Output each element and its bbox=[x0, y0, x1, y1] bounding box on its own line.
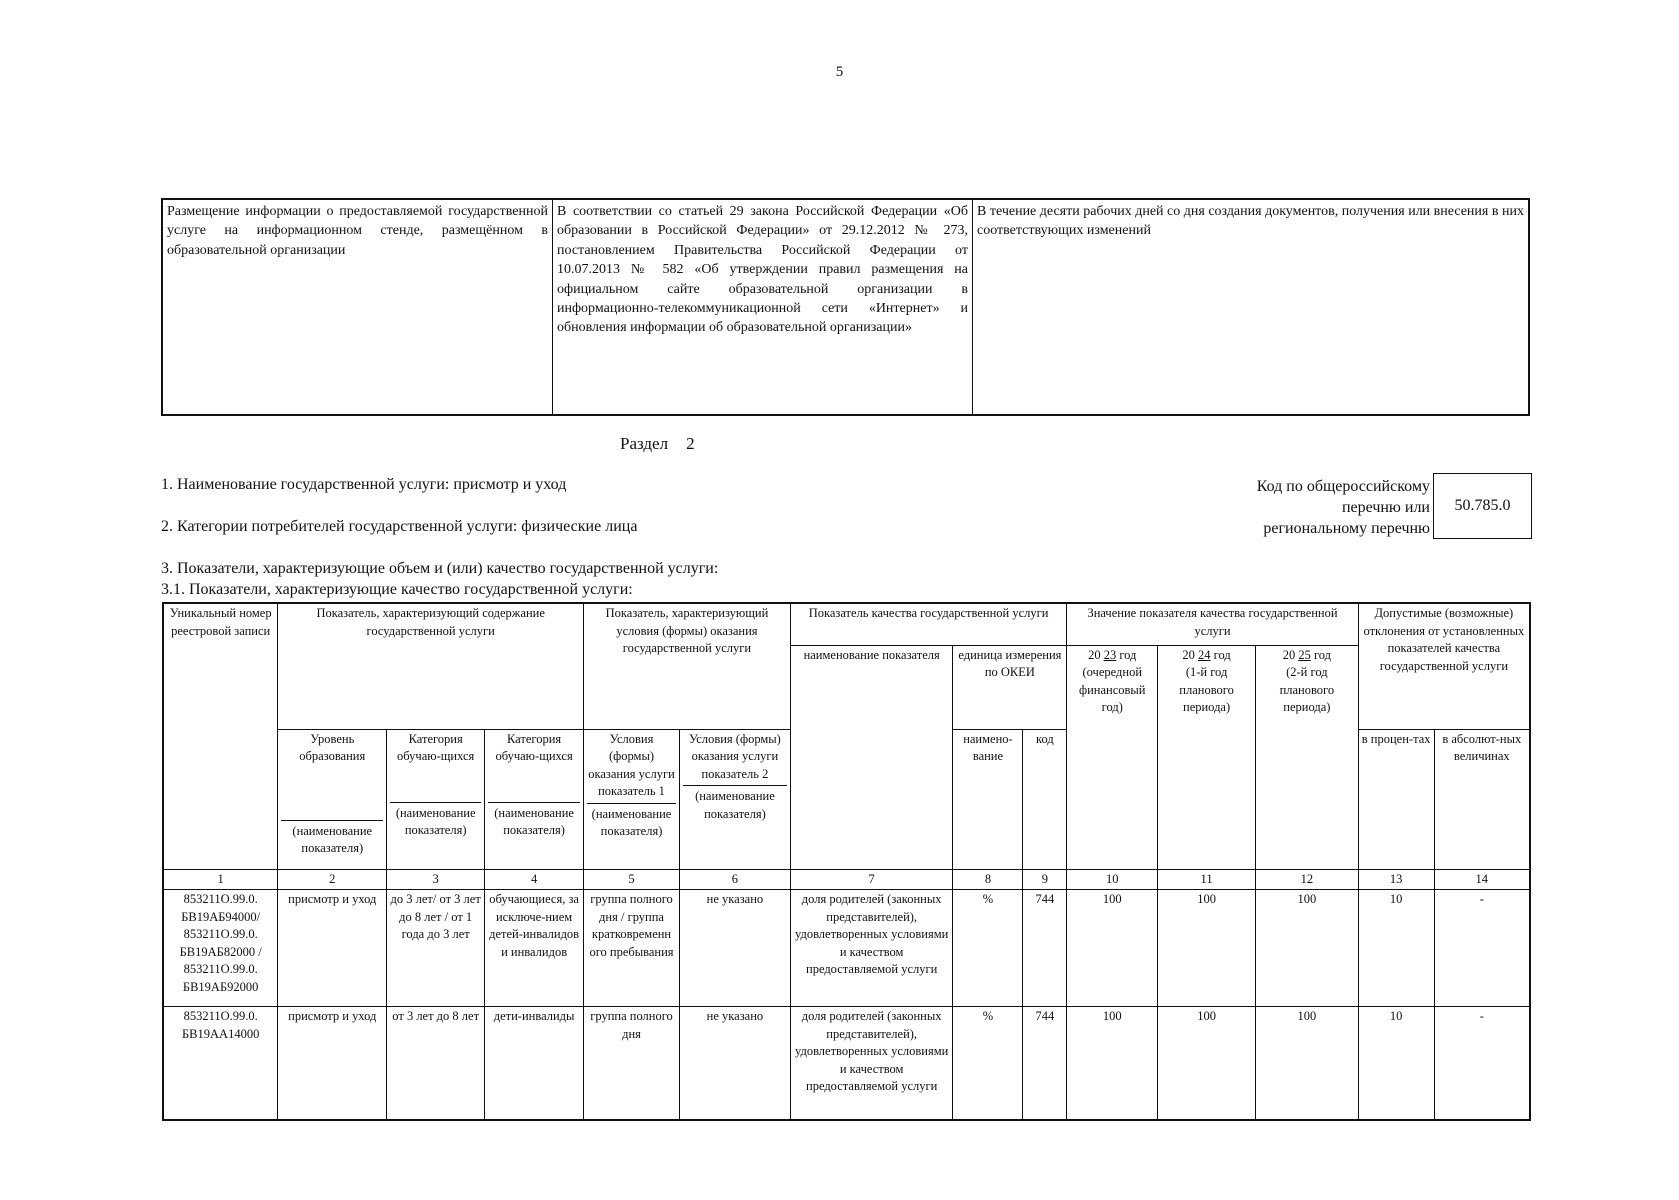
cell-value-3: 100 bbox=[1255, 890, 1358, 1007]
header-year-2: 20 24 год (1-й год планового периода) bbox=[1158, 645, 1256, 869]
cell-registry-id: 853211О.99.0. БВ19АА14000 bbox=[163, 1007, 278, 1120]
page-number: 5 bbox=[835, 64, 844, 80]
column-number: 5 bbox=[584, 869, 680, 890]
header-quality-indicator: Показатель качества государственной услуги bbox=[790, 603, 1066, 645]
cell-condition-2: не указано bbox=[679, 1007, 790, 1120]
cell-age-category: от 3 лет до 8 лет bbox=[387, 1007, 485, 1120]
quality-indicators-table bbox=[162, 602, 1531, 1121]
code-label-line3: региональному перечню bbox=[1263, 520, 1430, 537]
header-unit-name: наимено-вание bbox=[953, 729, 1023, 869]
cell-deviation-absolute: - bbox=[1434, 890, 1530, 1007]
cell-condition-1: группа полного дня / группа кратковременн ого пребывания bbox=[584, 890, 680, 1007]
cell-value-2: 100 bbox=[1158, 890, 1256, 1007]
heading-3-1: 3.1. Показатели, характеризующие качество государственной услуги: bbox=[161, 581, 633, 598]
header-condition-1: Условия (формы) оказания услуги показатель 1 (наименование показателя) bbox=[584, 729, 680, 869]
code-label bbox=[1150, 476, 1430, 539]
cell-deviation-absolute: - bbox=[1434, 1007, 1530, 1120]
column-number: 1 bbox=[163, 869, 278, 890]
column-number: 10 bbox=[1067, 869, 1158, 890]
cell-unit-code: 744 bbox=[1023, 890, 1067, 1007]
cell-unit: % bbox=[953, 1007, 1023, 1120]
cell-deviation-percent: 10 bbox=[1358, 1007, 1434, 1120]
header-conditions-indicator: Показатель, характеризующий условия (формы) оказания государственной услуги bbox=[584, 603, 791, 729]
code-label-line2: перечню или bbox=[1341, 499, 1430, 516]
header-indicator-name: наименование показателя bbox=[790, 645, 953, 869]
registry-code-box: 50.785.0 bbox=[1433, 473, 1532, 539]
header-condition-2: Условия (формы) оказания услуги показатель 2 (наименование показателя) bbox=[679, 729, 790, 869]
column-number-row bbox=[163, 869, 1530, 890]
consumer-categories: 2. Категории потребителей государственной услуги: физические лица bbox=[161, 518, 638, 535]
header-deviation-absolute: в абсолют-ных величинах bbox=[1434, 729, 1530, 869]
header-deviation-percent: в процен-тах bbox=[1358, 729, 1434, 869]
header-student-category-1: Категория обучаю-щихся (наименование показателя) bbox=[387, 729, 485, 869]
column-number: 4 bbox=[485, 869, 584, 890]
section-label: Раздел bbox=[620, 434, 669, 453]
header-student-category-2: Категория обучаю-щихся (наименование показателя) bbox=[485, 729, 584, 869]
section-title bbox=[620, 434, 695, 454]
column-number: 12 bbox=[1255, 869, 1358, 890]
cell-deviation-percent: 10 bbox=[1358, 890, 1434, 1007]
info-content-cell: В соответствии со статьей 29 закона Российской Федерации «Об образовании в Российской Федерации» от 29.12.2012 № 273, постановлением Правительства Российской Федерации от 10.07.2013 № 582 «Об утверждении правил размещения на официальном сайте образовательной организации в информационно-телекоммуникационной сети «Интернет» и обновления информации об образовательной организации» bbox=[553, 199, 973, 415]
header-unit: единица измерения по ОКЕИ bbox=[953, 645, 1067, 729]
info-placement-table bbox=[161, 198, 1530, 416]
cell-condition-2: не указано bbox=[679, 890, 790, 1007]
header-quality-value: Значение показателя качества государственной услуги bbox=[1067, 603, 1358, 645]
heading-3: 3. Показатели, характеризующие объем и (или) качество государственной услуги: bbox=[161, 560, 719, 577]
info-method-cell: Размещение информации о предоставляемой государственной услуге на информационном стенде, размещённом в образовательной организации bbox=[162, 199, 553, 415]
column-number: 9 bbox=[1023, 869, 1067, 890]
cell-unit-code: 744 bbox=[1023, 1007, 1067, 1120]
cell-education-level: присмотр и уход bbox=[278, 890, 387, 1007]
header-unit-code: код bbox=[1023, 729, 1067, 869]
header-education-level: Уровень образования (наименование показателя) bbox=[278, 729, 387, 869]
code-label-line1: Код по общероссийскому bbox=[1256, 478, 1430, 495]
header-unique-number: Уникальный номер реестровой записи bbox=[163, 603, 278, 869]
table-row bbox=[163, 1007, 1530, 1120]
header-deviation: Допустимые (возможные) отклонения от установленных показателей качества государственной услуги bbox=[1358, 603, 1530, 729]
column-number: 2 bbox=[278, 869, 387, 890]
header-year-3: 20 25 год (2-й год планового периода) bbox=[1255, 645, 1358, 869]
cell-student-category: обучающиеся, за исключе-нием детей-инвалидов и инвалидов bbox=[485, 890, 584, 1007]
cell-value-1: 100 bbox=[1067, 890, 1158, 1007]
cell-indicator: доля родителей (законных представителей), удовлетворенных условиями и качеством предоставляемой услуги bbox=[790, 1007, 953, 1120]
info-frequency-cell: В течение десяти рабочих дней со дня создания документов, получения или внесения в них соответствующих изменений bbox=[973, 199, 1530, 415]
header-content-indicator: Показатель, характеризующий содержание государственной услуги bbox=[278, 603, 584, 729]
column-number: 14 bbox=[1434, 869, 1530, 890]
cell-student-category: дети-инвалиды bbox=[485, 1007, 584, 1120]
cell-value-1: 100 bbox=[1067, 1007, 1158, 1120]
cell-indicator: доля родителей (законных представителей), удовлетворенных условиями и качеством предоставляемой услуги bbox=[790, 890, 953, 1007]
section-number: 2 bbox=[686, 434, 695, 453]
cell-age-category: до 3 лет/ от 3 лет до 8 лет / от 1 года до 3 лет bbox=[387, 890, 485, 1007]
cell-registry-id: 853211О.99.0. БВ19АБ94000/ 853211О.99.0. БВ19АБ82000 / 853211О.99.0. БВ19АБ92000 bbox=[163, 890, 278, 1007]
service-name: 1. Наименование государственной услуги: присмотр и уход bbox=[161, 476, 567, 493]
table-row bbox=[163, 890, 1530, 1007]
column-number: 7 bbox=[790, 869, 953, 890]
column-number: 6 bbox=[679, 869, 790, 890]
cell-value-2: 100 bbox=[1158, 1007, 1256, 1120]
column-number: 11 bbox=[1158, 869, 1256, 890]
column-number: 8 bbox=[953, 869, 1023, 890]
cell-unit: % bbox=[953, 890, 1023, 1007]
header-year-1: 20 23 год (очередной финансовый год) bbox=[1067, 645, 1158, 869]
cell-value-3: 100 bbox=[1255, 1007, 1358, 1120]
column-number: 13 bbox=[1358, 869, 1434, 890]
cell-condition-1: группа полного дня bbox=[584, 1007, 680, 1120]
column-number: 3 bbox=[387, 869, 485, 890]
cell-education-level: присмотр и уход bbox=[278, 1007, 387, 1120]
